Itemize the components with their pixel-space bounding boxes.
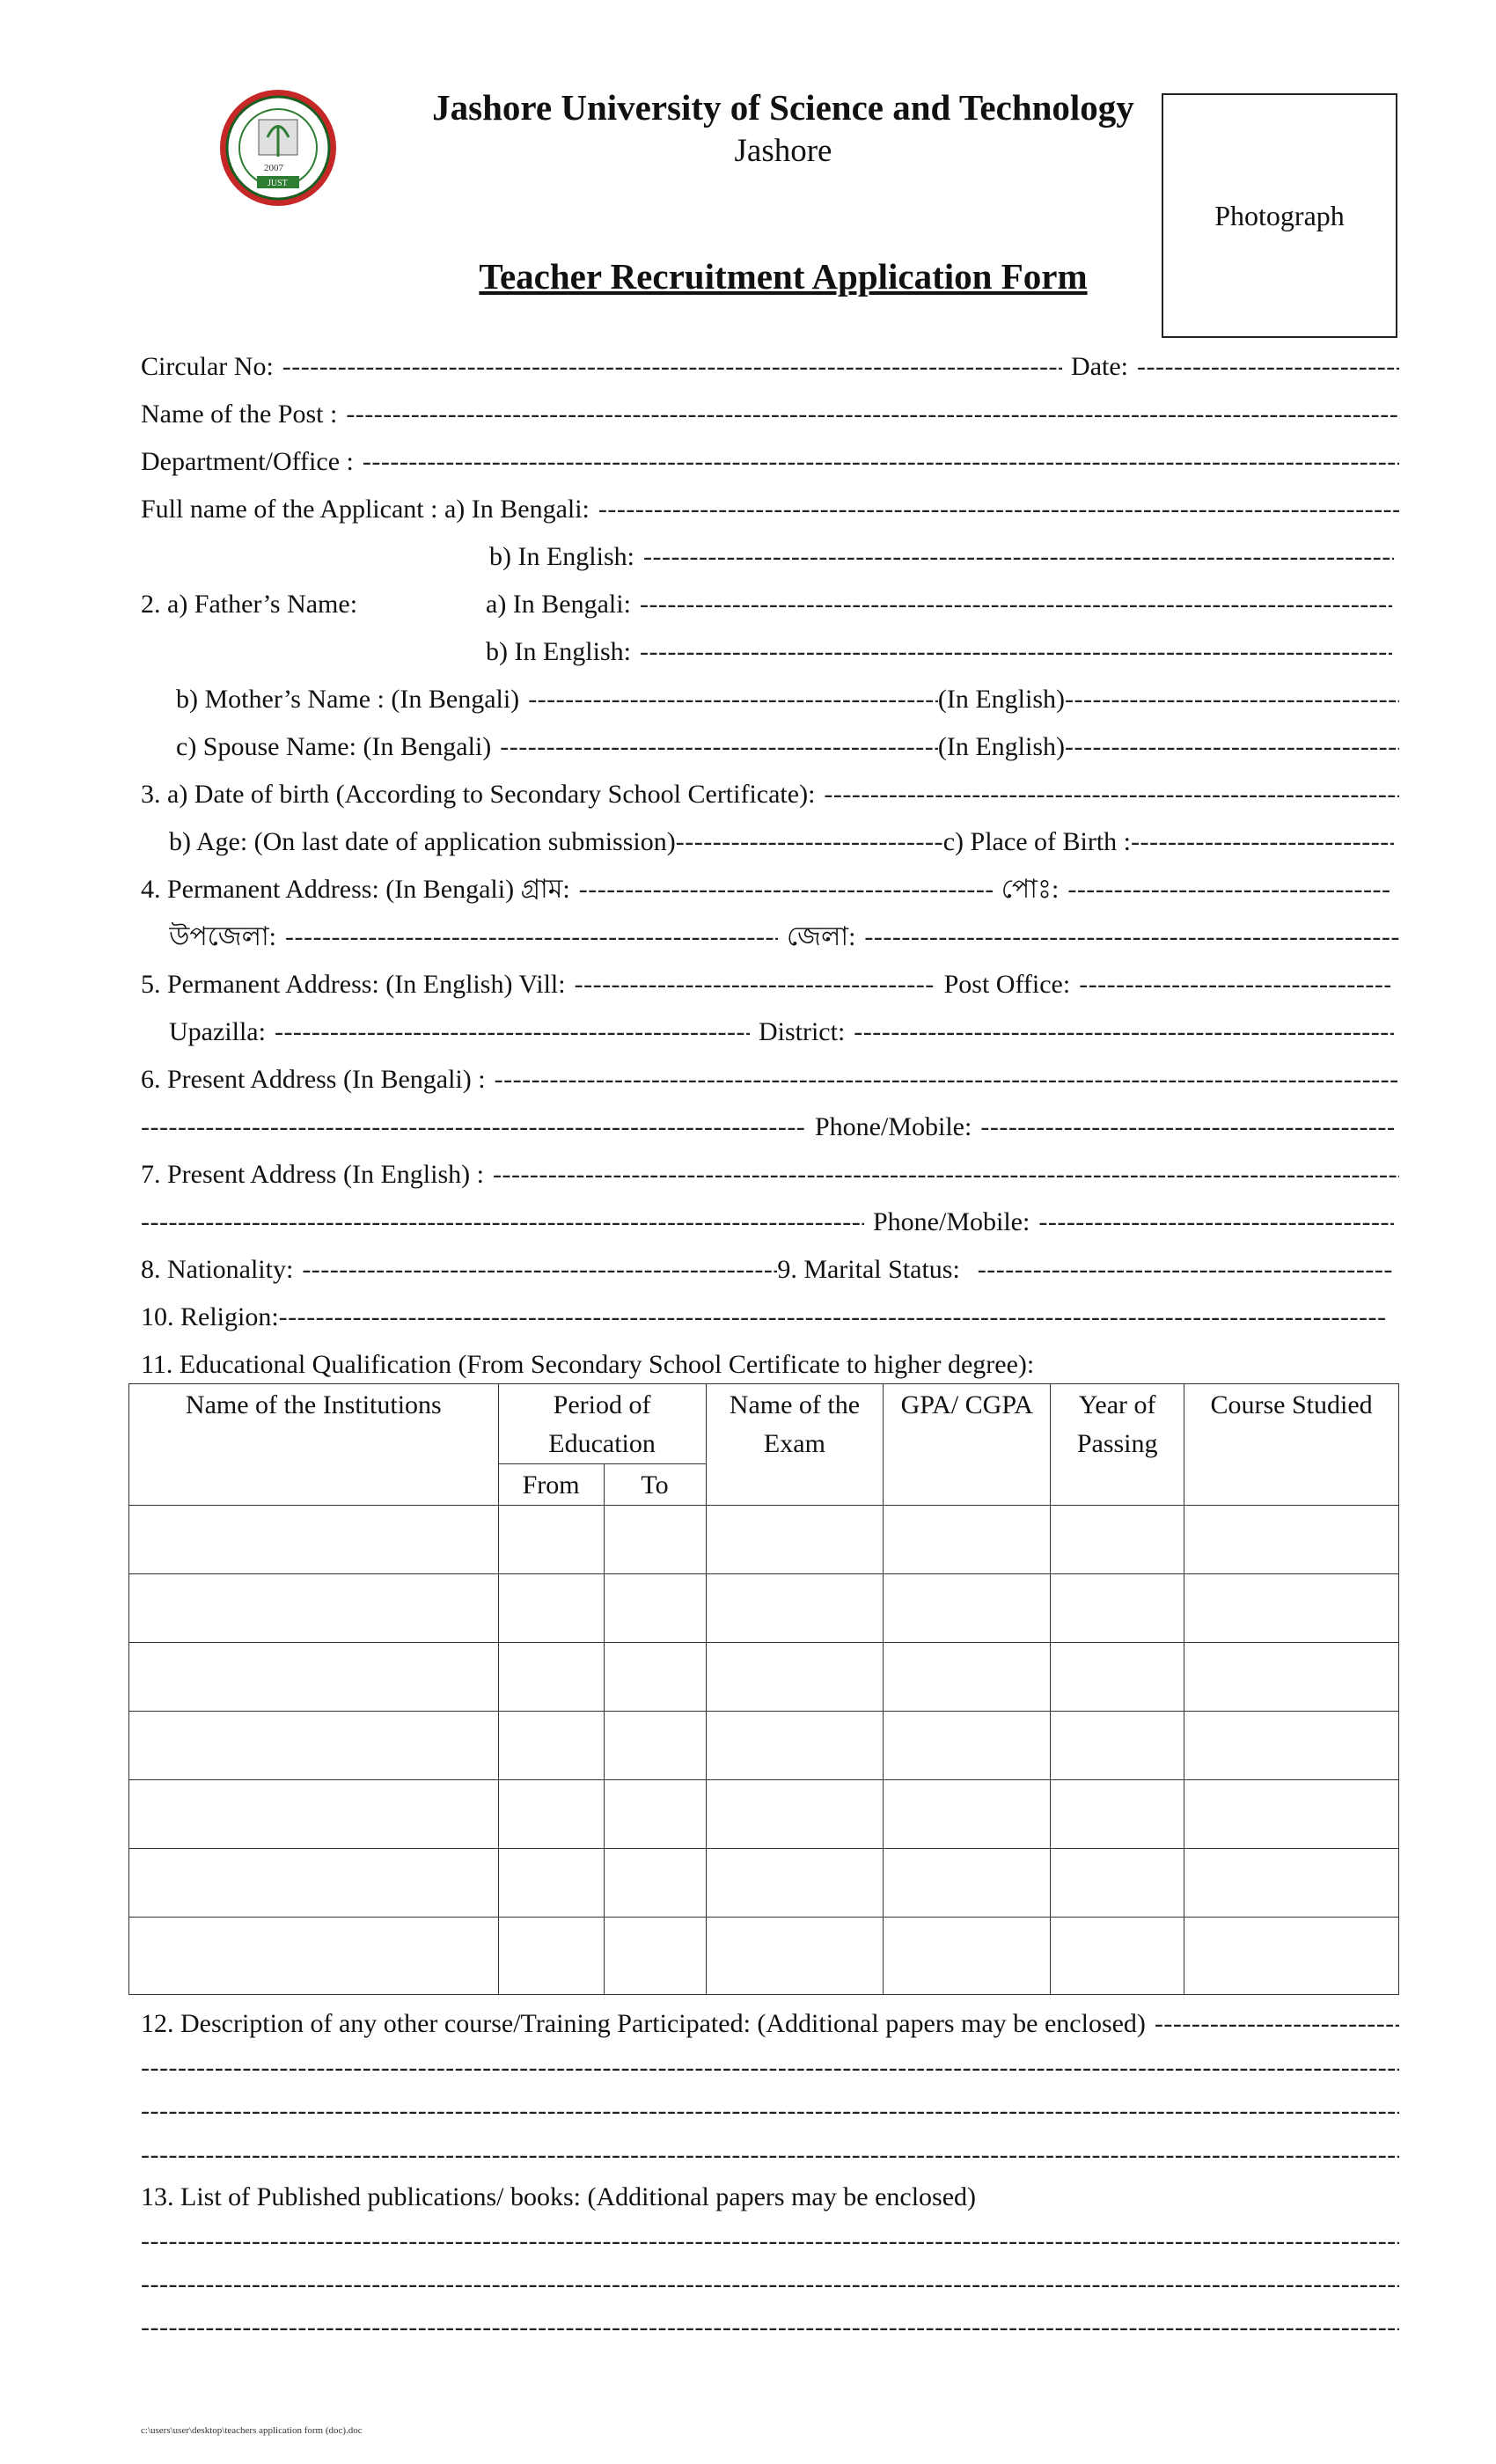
publications-label: 13. List of Published publications/ books: (Additional papers may be enclosed) (141, 2182, 977, 2211)
post-bn-field[interactable] (1067, 875, 1390, 905)
birth-place-field[interactable] (1131, 827, 1394, 857)
present-en-field[interactable] (493, 1160, 1399, 1190)
applicant-bengali-field[interactable] (598, 495, 1399, 524)
mother-english-field[interactable] (1065, 685, 1399, 715)
religion-field[interactable] (279, 1302, 1385, 1332)
applicant-bengali-line[interactable] (141, 495, 1399, 524)
institution-name: Jashore University of Science and Technology (432, 87, 1134, 128)
present-bn-label: 6. Present Address (In Bengali) : (141, 1065, 486, 1094)
marital-label: 9. Marital Status: (777, 1255, 960, 1284)
footer-path: c:\users\user\desktop\teachers application form (doc).doc (141, 2425, 363, 2436)
table-cell[interactable] (1184, 1506, 1399, 1574)
perm-addr-bn-line[interactable] (141, 875, 1390, 905)
training-field-2[interactable] (141, 2053, 1399, 2083)
circular-field[interactable] (282, 352, 1062, 382)
department-field[interactable] (363, 447, 1399, 477)
form-title: Teacher Recruitment Application Form (479, 256, 1088, 297)
publications-field-3[interactable] (141, 2313, 1399, 2343)
table-cell[interactable] (129, 1506, 499, 1574)
present-bn-field-2[interactable] (141, 1112, 806, 1142)
applicant-english-line[interactable] (489, 542, 1394, 572)
training-line[interactable] (141, 2009, 1399, 2039)
table-cell[interactable] (498, 1918, 604, 1995)
marital-field[interactable] (978, 1255, 1394, 1285)
col-from: From (498, 1464, 604, 1506)
post-office-field[interactable] (1079, 970, 1390, 1000)
table-cell[interactable] (498, 1712, 604, 1780)
birth-place-label: c) Place of Birth : (942, 827, 1132, 856)
col-to: To (604, 1464, 706, 1506)
father-english-field[interactable] (640, 637, 1392, 667)
nationality-field[interactable] (302, 1255, 777, 1285)
table-cell[interactable] (129, 1780, 499, 1849)
table-cell[interactable] (498, 1643, 604, 1712)
table-cell[interactable] (1051, 1643, 1184, 1712)
table-cell[interactable] (706, 1643, 884, 1712)
present-bn-field[interactable] (495, 1065, 1399, 1095)
table-cell[interactable] (706, 1506, 884, 1574)
table-cell[interactable] (884, 1712, 1051, 1780)
spouse-english-label: (In English) (937, 732, 1065, 761)
table-cell[interactable] (604, 1574, 706, 1643)
age-field[interactable] (676, 827, 943, 857)
circular-line[interactable] (141, 352, 1399, 382)
phone2-label: Phone/Mobile: (873, 1207, 1030, 1236)
table-cell[interactable] (129, 1643, 499, 1712)
post-field[interactable] (346, 400, 1399, 429)
institution-location: Jashore (734, 133, 832, 169)
table-cell[interactable] (1051, 1849, 1184, 1918)
phone1-line[interactable] (141, 1112, 1394, 1142)
table-cell[interactable] (498, 1849, 604, 1918)
table-cell[interactable] (604, 1712, 706, 1780)
training-line-2[interactable] (141, 2053, 1399, 2083)
applicant-bengali-label: Full name of the Applicant : a) In Bengali: (141, 495, 590, 524)
applicant-english-label: b) In English: (489, 542, 634, 571)
training-line-3[interactable] (141, 2096, 1399, 2126)
circular-label: Circular No: (141, 352, 274, 381)
post-line[interactable] (141, 400, 1399, 429)
table-row (129, 1643, 1399, 1712)
upazila-bn-line[interactable] (169, 922, 1399, 952)
father-bengali-label: a) In Bengali: (486, 590, 631, 619)
mother-line[interactable] (176, 685, 1399, 715)
table-row (129, 1712, 1399, 1780)
village-bn-field[interactable] (579, 875, 993, 905)
mother-english-label: (In English) (937, 685, 1065, 714)
education-table (128, 1383, 1399, 1995)
table-cell[interactable] (706, 1918, 884, 1995)
religion-label: 10. Religion: (141, 1302, 279, 1331)
table-cell[interactable] (1184, 1849, 1399, 1918)
nationality-line[interactable] (141, 1255, 1394, 1285)
publications-line-1[interactable] (141, 2226, 1399, 2256)
table-cell[interactable] (1184, 1780, 1399, 1849)
table-cell[interactable] (884, 1849, 1051, 1918)
dob-label: 3. a) Date of birth (According to Secondary School Certificate): (141, 780, 816, 809)
post-office-label: Post Office: (943, 970, 1071, 999)
table-cell[interactable] (884, 1574, 1051, 1643)
education-label: 11. Educational Qualification (From Secondary School Certificate to higher degree): (141, 1350, 1035, 1379)
nationality-label: 8. Nationality: (141, 1255, 294, 1284)
phone1-label: Phone/Mobile: (815, 1112, 972, 1141)
father-label: 2. a) Father’s Name: (141, 590, 358, 619)
table-cell[interactable] (498, 1780, 604, 1849)
upazilla-line[interactable] (169, 1017, 1394, 1047)
district-bn-field[interactable] (864, 922, 1399, 952)
mother-bengali-field[interactable] (528, 685, 938, 715)
table-cell[interactable] (1184, 1712, 1399, 1780)
phone1-field[interactable] (980, 1112, 1394, 1142)
col-year: Year of Passing (1051, 1384, 1184, 1506)
father-english-label: b) In English: (486, 637, 631, 666)
table-cell[interactable] (604, 1849, 706, 1918)
present-en-field-2[interactable] (141, 1207, 864, 1237)
post-bn-label: পোঃ: (1001, 875, 1060, 904)
table-row (129, 1574, 1399, 1643)
father-english-line[interactable] (486, 637, 1392, 667)
upazila-bn-field[interactable] (285, 922, 778, 952)
table-cell[interactable] (1051, 1506, 1184, 1574)
table-cell[interactable] (884, 1643, 1051, 1712)
table-cell[interactable] (129, 1918, 499, 1995)
district-bn-label: জেলা: (787, 922, 856, 951)
phone2-line[interactable] (141, 1207, 1394, 1237)
district-field[interactable] (854, 1017, 1394, 1047)
religion-line[interactable] (141, 1302, 1385, 1332)
date-field[interactable] (1137, 352, 1399, 382)
table-cell[interactable] (1051, 1574, 1184, 1643)
table-cell[interactable] (604, 1918, 706, 1995)
col-course: Course Studied (1184, 1384, 1399, 1506)
publications-field-2[interactable] (141, 2270, 1399, 2299)
table-cell[interactable] (1051, 1918, 1184, 1995)
table-cell[interactable] (706, 1849, 884, 1918)
department-label: Department/Office : (141, 447, 354, 476)
university-logo (215, 84, 341, 211)
photograph-label: Photograph (1214, 199, 1345, 231)
table-cell[interactable] (1051, 1712, 1184, 1780)
col-exam: Name of the Exam (706, 1384, 884, 1506)
spouse-english-field[interactable] (1065, 732, 1399, 762)
training-field-3[interactable] (141, 2096, 1399, 2126)
table-cell[interactable] (1051, 1780, 1184, 1849)
spouse-bengali-label: c) Spouse Name: (In Bengali) (176, 732, 492, 761)
table-cell[interactable] (498, 1506, 604, 1574)
table-row (129, 1506, 1399, 1574)
dob-line[interactable] (141, 780, 1399, 810)
table-cell[interactable] (129, 1712, 499, 1780)
logo-year: 2007 (264, 163, 283, 173)
training-line-4[interactable] (141, 2140, 1399, 2170)
date-label: Date: (1071, 352, 1128, 381)
training-field-4[interactable] (141, 2140, 1399, 2170)
table-cell[interactable] (1184, 1574, 1399, 1643)
age-line[interactable] (169, 827, 1394, 857)
age-label: b) Age: (On last date of application submission) (169, 827, 676, 856)
phone2-field[interactable] (1038, 1207, 1394, 1237)
spouse-bengali-field[interactable] (500, 732, 938, 762)
upazilla-label: Upazilla: (169, 1017, 266, 1046)
table-cell[interactable] (1184, 1643, 1399, 1712)
table-cell[interactable] (706, 1712, 884, 1780)
table-row (129, 1918, 1399, 1995)
table-cell[interactable] (129, 1849, 499, 1918)
publications-line-3[interactable] (141, 2313, 1399, 2343)
perm-addr-en-line[interactable] (141, 970, 1390, 1000)
village-en-field[interactable] (575, 970, 935, 1000)
district-label: District: (758, 1017, 846, 1046)
table-cell[interactable] (604, 1780, 706, 1849)
upazila-bn-label: উপজেলা: (169, 922, 277, 951)
table-cell[interactable] (884, 1780, 1051, 1849)
col-period: Period of Education (498, 1384, 706, 1464)
table-cell[interactable] (129, 1574, 499, 1643)
upazilla-field[interactable] (275, 1017, 750, 1047)
table-cell[interactable] (1184, 1918, 1399, 1995)
table-cell[interactable] (498, 1574, 604, 1643)
present-en-label: 7. Present Address (In English) : (141, 1160, 484, 1189)
spouse-line[interactable] (176, 732, 1399, 762)
dob-field[interactable] (824, 780, 1399, 810)
table-cell[interactable] (706, 1780, 884, 1849)
table-cell[interactable] (706, 1574, 884, 1643)
table-cell[interactable] (604, 1643, 706, 1712)
col-institutions: Name of the Institutions (129, 1384, 499, 1506)
col-gpa: GPA/ CGPA (884, 1384, 1051, 1506)
present-bn-line[interactable] (141, 1065, 1399, 1095)
training-field[interactable] (1155, 2009, 1399, 2039)
applicant-english-field[interactable] (643, 542, 1394, 572)
table-cell[interactable] (604, 1506, 706, 1574)
father-bengali-line[interactable] (486, 590, 1392, 620)
table-row (129, 1849, 1399, 1918)
father-bengali-field[interactable] (640, 590, 1392, 620)
table-cell[interactable] (884, 1506, 1051, 1574)
present-en-line[interactable] (141, 1160, 1399, 1190)
training-label: 12. Description of any other course/Training Participated: (Additional papers may be enclosed) (141, 2009, 1146, 2038)
publications-line-2[interactable] (141, 2270, 1399, 2299)
post-label: Name of the Post : (141, 400, 338, 429)
publications-field-1[interactable] (141, 2226, 1399, 2256)
mother-bengali-label: b) Mother’s Name : (In Bengali) (176, 685, 520, 714)
perm-addr-en-label: 5. Permanent Address: (In English) Vill: (141, 970, 566, 999)
photograph-box[interactable] (1162, 93, 1397, 338)
department-line[interactable] (141, 447, 1399, 477)
table-row (129, 1780, 1399, 1849)
table-cell[interactable] (884, 1918, 1051, 1995)
perm-addr-bn-label: 4. Permanent Address: (In Bengali) গ্রাম: (141, 875, 570, 904)
logo-abbr: JUST (268, 179, 288, 188)
